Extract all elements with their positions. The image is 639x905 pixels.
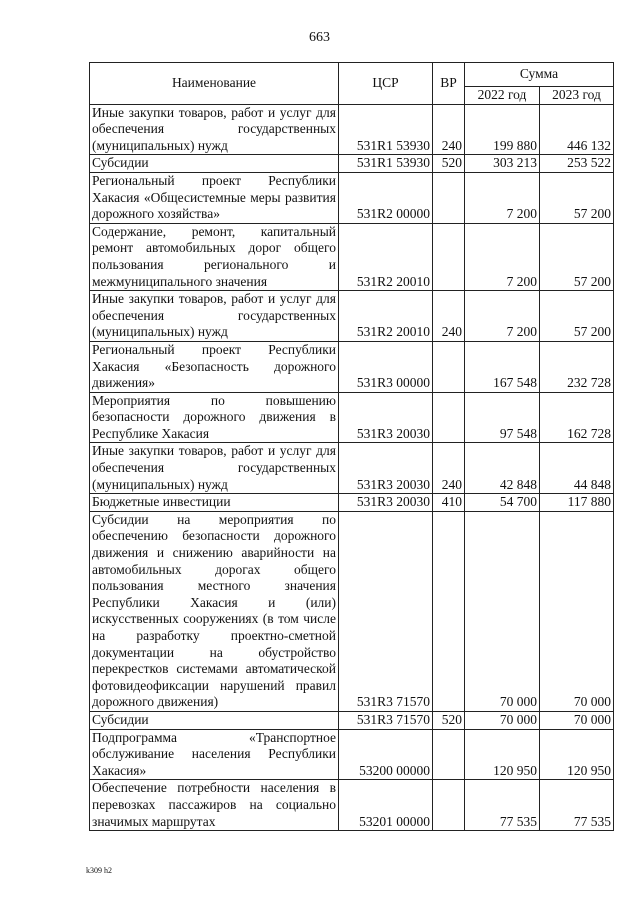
table-row [90, 291, 614, 342]
row-2022: 120 950 [465, 729, 540, 780]
row-name: Бюджетные инвестиции [90, 494, 339, 512]
row-2023: 57 200 [540, 172, 614, 223]
header-year-2022: 2022 год [465, 87, 540, 105]
row-csr: 531R2 20010 [339, 291, 433, 342]
row-name: Иные закупки товаров, работ и услуг для обеспечения государственных (муниципальных) нужд [90, 104, 339, 155]
row-vr [433, 223, 465, 290]
row-2023: 232 728 [540, 341, 614, 392]
table-row [90, 443, 614, 494]
table-row [90, 392, 614, 443]
row-name: Обеспечение потребности населения в перевозках пассажиров на социально значимых маршрутах [90, 780, 339, 831]
row-2023: 253 522 [540, 155, 614, 173]
page-number: 663 [309, 30, 330, 45]
row-csr: 531R3 71570 [339, 711, 433, 729]
row-name: Субсидии на мероприятия по обеспечению безопасности дорожного движения и снижению аварийности на автомобильных дорогах общего пользования местного значения Республики Хакасия и (или) искусственных сооружениях (в том числе на разработку проектно-сметной документации на обустройство перекрестков системами автоматической фотовидеофиксации нарушений правил дорожного движения) [90, 511, 339, 711]
row-2023: 120 950 [540, 729, 614, 780]
row-csr: 531R3 20030 [339, 392, 433, 443]
table-row [90, 172, 614, 223]
table-row [90, 104, 614, 155]
row-vr: 240 [433, 291, 465, 342]
row-csr: 531R1 53930 [339, 155, 433, 173]
table-row [90, 223, 614, 290]
row-2022: 77 535 [465, 780, 540, 831]
footer-code: k309 h2 [86, 866, 112, 875]
table-row [90, 511, 614, 711]
table-row [90, 341, 614, 392]
row-2023: 77 535 [540, 780, 614, 831]
row-name: Иные закупки товаров, работ и услуг для обеспечения государственных (муниципальных) нужд [90, 443, 339, 494]
row-2023: 57 200 [540, 291, 614, 342]
row-2022: 7 200 [465, 291, 540, 342]
row-vr: 240 [433, 443, 465, 494]
table-row [90, 711, 614, 729]
row-vr: 520 [433, 155, 465, 173]
budget-table [89, 62, 614, 831]
row-name: Субсидии [90, 711, 339, 729]
row-csr: 531R3 20030 [339, 494, 433, 512]
row-name: Иные закупки товаров, работ и услуг для обеспечения государственных (муниципальных) нужд [90, 291, 339, 342]
header-name: Наименование [90, 63, 339, 105]
row-2022: 70 000 [465, 511, 540, 711]
row-2022: 303 213 [465, 155, 540, 173]
row-2023: 70 000 [540, 511, 614, 711]
row-vr: 520 [433, 711, 465, 729]
row-2022: 7 200 [465, 223, 540, 290]
row-name: Мероприятия по повышению безопасности дорожного движения в Республике Хакасия [90, 392, 339, 443]
row-2022: 199 880 [465, 104, 540, 155]
row-csr: 531R3 71570 [339, 511, 433, 711]
row-csr: 531R2 00000 [339, 172, 433, 223]
header-sum: Сумма [465, 63, 614, 87]
row-2023: 57 200 [540, 223, 614, 290]
row-name: Содержание, ремонт, капитальный ремонт автомобильных дорог общего пользования регионального и межмуниципального значения [90, 223, 339, 290]
row-name: Региональный проект Республики Хакасия «Общесистемные меры развития дорожного хозяйства» [90, 172, 339, 223]
header-csr: ЦСР [339, 63, 433, 105]
row-2023: 117 880 [540, 494, 614, 512]
row-2022: 42 848 [465, 443, 540, 494]
row-2023: 70 000 [540, 711, 614, 729]
table-row [90, 155, 614, 173]
row-name: Региональный проект Республики Хакасия «Безопасность дорожного движения» [90, 341, 339, 392]
row-2022: 97 548 [465, 392, 540, 443]
row-2023: 162 728 [540, 392, 614, 443]
row-csr: 531R3 20030 [339, 443, 433, 494]
row-csr: 53201 00000 [339, 780, 433, 831]
row-vr: 240 [433, 104, 465, 155]
row-vr [433, 392, 465, 443]
row-vr [433, 729, 465, 780]
table-row [90, 780, 614, 831]
row-2022: 7 200 [465, 172, 540, 223]
table-row [90, 729, 614, 780]
row-2022: 167 548 [465, 341, 540, 392]
row-vr [433, 172, 465, 223]
row-csr: 531R3 00000 [339, 341, 433, 392]
row-csr: 531R2 20010 [339, 223, 433, 290]
header-year-2023: 2023 год [540, 87, 614, 105]
header-vr: ВР [433, 63, 465, 105]
row-2023: 446 132 [540, 104, 614, 155]
row-csr: 531R1 53930 [339, 104, 433, 155]
row-2022: 54 700 [465, 494, 540, 512]
row-vr [433, 341, 465, 392]
row-vr: 410 [433, 494, 465, 512]
row-vr [433, 511, 465, 711]
row-2023: 44 848 [540, 443, 614, 494]
row-csr: 53200 00000 [339, 729, 433, 780]
row-name: Субсидии [90, 155, 339, 173]
table-body [90, 104, 614, 831]
row-vr [433, 780, 465, 831]
row-2022: 70 000 [465, 711, 540, 729]
row-name: Подпрограмма «Транспортное обслуживание населения Республики Хакасия» [90, 729, 339, 780]
table-row [90, 494, 614, 512]
